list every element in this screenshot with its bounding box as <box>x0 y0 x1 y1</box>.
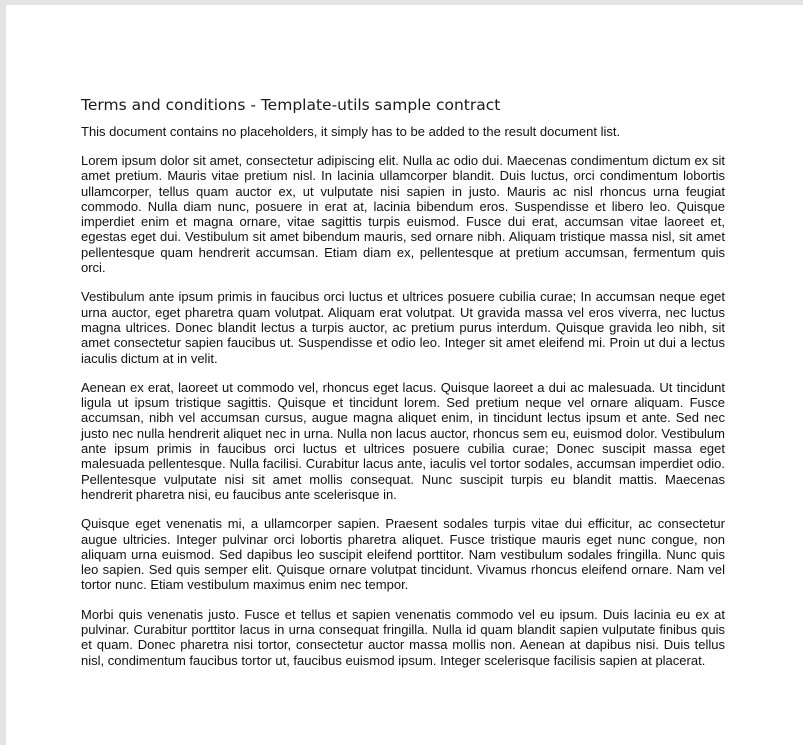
document-title: Terms and conditions - Template-utils sample contract <box>81 96 501 114</box>
paragraph-4: Quisque eget venenatis mi, a ullamcorper sapien. Praesent sodales turpis vitae dui efficitur, ac consectetur augue ultricies. Integer pulvinar orci lobortis pharetra aliquet. Fusce tristique mauris eget nunc congue, non aliquam urna euismod. Sed dapibus leo suscipit eleifend porttitor. Nam vestibulum sodales fringilla. Nunc quis leo sapien. Sed quis semper elit. Quisque ornare volutpat tincidunt. Vivamus rhoncus eleifend ornare. Nam vel tortor nunc. Etiam vestibulum maximus enim nec tempor. <box>81 516 725 593</box>
document-content <box>81 94 725 682</box>
paragraph-2: Vestibulum ante ipsum primis in faucibus orci luctus et ultrices posuere cubilia curae; In accumsan neque eget urna auctor, eget pharetra quam volutpat. Aliquam erat volutpat. Ut gravida massa vel eros viverra, nec luctus magna ultrices. Donec blandit lectus a turpis auctor, ac pretium purus interdum. Quisque gravida leo nibh, sit amet consectetur sapien faucibus ut. Suspendisse et odio leo. Integer sit amet eleifend mi. Proin ut dui a lectus iaculis dictum at in velit. <box>81 289 725 366</box>
paragraph-5: Morbi quis venenatis justo. Fusce et tellus et sapien venenatis commodo vel eu ipsum. Duis lacinia eu ex at pulvinar. Curabitur porttitor lacus in urna consequat fringilla. Nulla id quam blandit sapien vulputate finibus quis et quam. Donec pharetra nisi tortor, consectetur auctor massa mollis non. Aenean at dapibus nisi. Duis tellus nisl, condimentum faucibus tortor ut, faucibus euismod ipsum. Integer scelerisque facilisis sapien at placerat. <box>81 606 725 668</box>
paragraph-1: Lorem ipsum dolor sit amet, consectetur adipiscing elit. Nulla ac odio dui. Maecenas condimentum dictum ex sit amet pretium. Mauris vitae pretium nisl. In lacinia ullamcorper blandit. Duis luctus, orci condimentum lobortis ullamcorper, tellus quam auctor ex, ut vulputate nisi sapien in justo. Mauris ac nisl rhoncus urna feugiat commodo. Nulla diam nunc, posuere in erat at, lacinia bibendum eros. Suspendisse et libero leo. Quisque imperdiet enim et magna ornare, vitae sagittis turpis euismod. Fusce dui erat, accumsan vitae laoreet et, egestas eget dui. Vestibulum sit amet bibendum mauris, sed ornare nibh. Aliquam tristique massa nisl, sit amet pellentesque quam hendrerit accumsan. Etiam diam ex, pellentesque at pretium accumsan, fermentum quis orci. <box>81 153 725 276</box>
document-intro: This document contains no placeholders, it simply has to be added to the result document list. <box>81 124 621 139</box>
document-page <box>6 5 803 745</box>
paragraph-3: Aenean ex erat, laoreet ut commodo vel, rhoncus eget lacus. Quisque laoreet a dui ac malesuada. Ut tincidunt ligula ut ipsum tristique sagittis. Quisque et tincidunt lorem. Sed pretium neque vel ornare aliquam. Fusce accumsan, nibh vel accumsan cursus, augue magna aliquet enim, in tincidunt lectus ipsum et ante. Sed nec justo nec nulla hendrerit aliquet nec in urna. Nulla non lacus auctor, rhoncus sem eu, euismod dolor. Vestibulum ante ipsum primis in faucibus orci luctus et ultrices posuere cubilia curae; Donec suscipit massa eget malesuada pellentesque. Nulla facilisi. Curabitur lacus ante, iaculis vel tortor sodales, accumsan imperdiet odio. Pellentesque vulputate nisi sit amet mollis consequat. Nunc suscipit turpis eu blandit mattis. Maecenas hendrerit pharetra nisi, eu faucibus ante scelerisque in. <box>81 379 725 502</box>
